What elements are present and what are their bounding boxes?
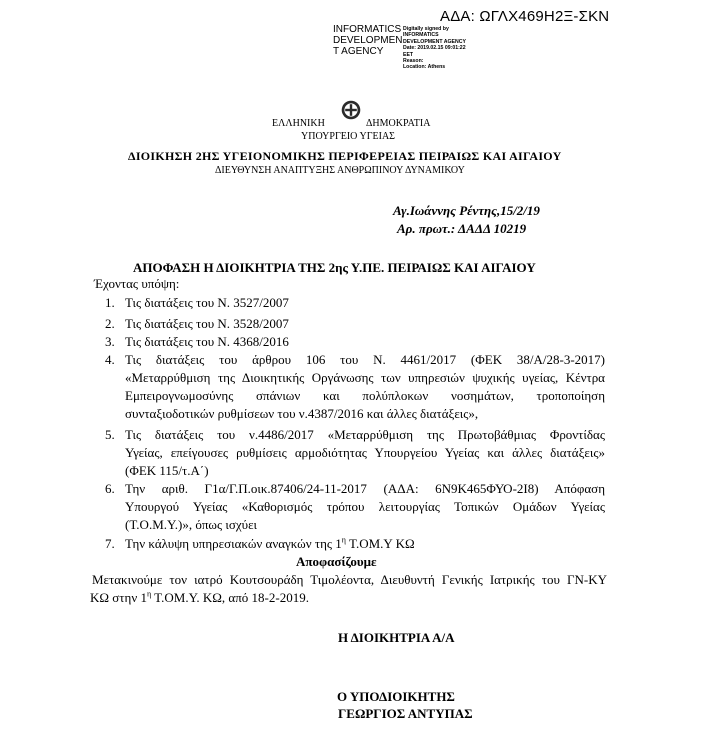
list-item-number: 3. — [105, 334, 115, 349]
list-item-number: 6. — [105, 481, 115, 496]
list-item-number: 4. — [105, 352, 115, 367]
list-item-line: Τις διατάξεις του άρθρου 106 του Ν. 4461/2017 (ΦΕΚ 38/Α/28-3-2017) — [125, 352, 605, 367]
signature-meta-line: EET — [403, 51, 414, 58]
signature-meta-line: DEVELOPMENT AGENCY — [403, 38, 466, 45]
list-item-number: 1. — [105, 295, 115, 310]
signature-meta-line: Location: Athens — [403, 64, 446, 71]
list-item-line: Την αριθ. Γ1α/Γ.Π.οικ.87406/24-11-2017 (ΑΔΑ: 6Ν9Κ465ΦΥΟ-2Ι8) Απόφαση — [125, 481, 605, 496]
list-item-number: 2. — [105, 316, 115, 331]
list-item-number: 7. — [105, 536, 115, 551]
decision-heading: Αποφασίζουμε — [296, 554, 377, 569]
list-item-number: 5. — [105, 427, 115, 442]
signature-org-line: T AGENCY — [333, 46, 384, 57]
signature-meta-line: Date: 2019.02.15 09:01:22 — [403, 45, 466, 52]
signature-org-line: DEVELOPMEN — [333, 35, 403, 46]
signature-metadata — [403, 26, 466, 71]
list-item-line: (ΦΕΚ 115/τ.Α΄) — [125, 463, 209, 478]
header-state-left: ΕΛΛΗΝΙΚΗ — [272, 118, 325, 129]
list-item-line: συνταξιοδοτικών ρυθμίσεων του ν.4387/2016 και άλλες διατάξεις», — [125, 406, 479, 421]
signature-meta-line: INFORMATICS — [403, 32, 439, 39]
ada-code: ΑΔΑ: ΩΓΛΧ469Η2Ξ-ΣΚΝ — [440, 8, 610, 25]
list-item-line: Υγείας, επείγουσες ρυθμίσεις αρμοδιότητας Υπουργείου Υγείας και άλλες διατάξεις» — [125, 445, 605, 460]
list-item-line: Υπουργού Υγείας «Καθορισμός τρόπου λειτουργίας Τοπικών Ομάδων Υγείας — [125, 499, 605, 514]
list-item-line: Τις διατάξεις του Ν. 4368/2016 — [125, 334, 289, 349]
decision-body-line: ΚΩ στην $1^\eta$ Τ.ΟΜ.Υ. ΚΩ, από 18-2-2019. — [90, 589, 309, 605]
place-date: Αγ.Ιωάννης Ρέντης,15/2/19 — [393, 203, 540, 218]
list-item-line: Την κάλυψη υπηρεσιακών αναγκών της $1^\eta$ Τ.ΟΜ.Υ ΚΩ — [125, 535, 415, 551]
list-item-line: Τις διατάξεις του Ν. 3528/2007 — [125, 316, 289, 331]
protocol-number: Αρ. πρωτ.: ΔΑΔΔ 10219 — [397, 221, 527, 236]
considerations-intro: Έχοντας υπόψη: — [94, 276, 180, 291]
signature-organization — [333, 24, 402, 57]
list-item-line: Τις διατάξεις του ν.4486/2017 «Μεταρρύθμιση της Πρωτοβάθμιας Φροντίδας — [125, 427, 605, 442]
signatory-title: Η ΔΙΟΙΚΗΤΡΙΑ Α/Α — [338, 630, 455, 645]
header-ministry: ΥΠΟΥΡΓΕΙΟ ΥΓΕΙΑΣ — [301, 131, 396, 142]
list-item-line: «Μεταρρύθμιση της Διοικητικής Οργάνωσης των υπηρεσιών ψυχικής υγείας, Κέντρα — [125, 370, 605, 385]
header-department: ΔΙΕΥΘΥΝΣΗ ΑΝΑΠΤΥΞΗΣ ΑΝΘΡΩΠΙΝΟΥ ΔΥΝΑΜΙΚΟΥ — [215, 165, 465, 176]
list-item-line: Τις διατάξεις του Ν. 3527/2007 — [125, 295, 289, 310]
decision-body-line: Μετακινούμε τον ιατρό Κουτσουράδη Τιμολέοντα, Διευθυντή Γενικής Ιατρικής του ΓΝ-ΚΥ — [92, 572, 607, 587]
list-item-line: (Τ.Ο.Μ.Υ.)», όπως ισχύει — [125, 517, 258, 532]
decision-title: ΑΠΟΦΑΣΗ Η ΔΙΟΙΚΗΤΡΙΑ ΤΗΣ 2ης Υ.ΠΕ. ΠΕΙΡΑΙΩΣ ΚΑΙ ΑΙΓΑΙΟΥ — [133, 260, 536, 275]
greek-coat-of-arms-icon — [341, 100, 361, 120]
list-item-line: Εμπειρογνωμοσύνης σπάνιων και πολύπλοκων νοσημάτων, τροποποίηση — [125, 388, 605, 403]
signatory-role: Ο ΥΠΟΔΙΟΙΚΗΤΗΣ — [337, 689, 455, 704]
signature-meta-line: Digitally signed by — [403, 26, 449, 32]
header-state-right: ΔΗΜΟΚΡΑΤΙΑ — [366, 118, 431, 129]
header-administration: ΔΙΟΙΚΗΣΗ 2ΗΣ ΥΓΕΙΟΝΟΜΙΚΗΣ ΠΕΡΙΦΕΡΕΙΑΣ ΠΕΙΡΑΙΩΣ ΚΑΙ ΑΙΓΑΙΟΥ — [128, 149, 562, 163]
signature-org-line: INFORMATICS — [333, 24, 402, 35]
signatory-name: ΓΕΩΡΓΙΟΣ ΑΝΤΥΠΑΣ — [338, 706, 473, 721]
signature-meta-line: Reason: — [403, 58, 424, 65]
